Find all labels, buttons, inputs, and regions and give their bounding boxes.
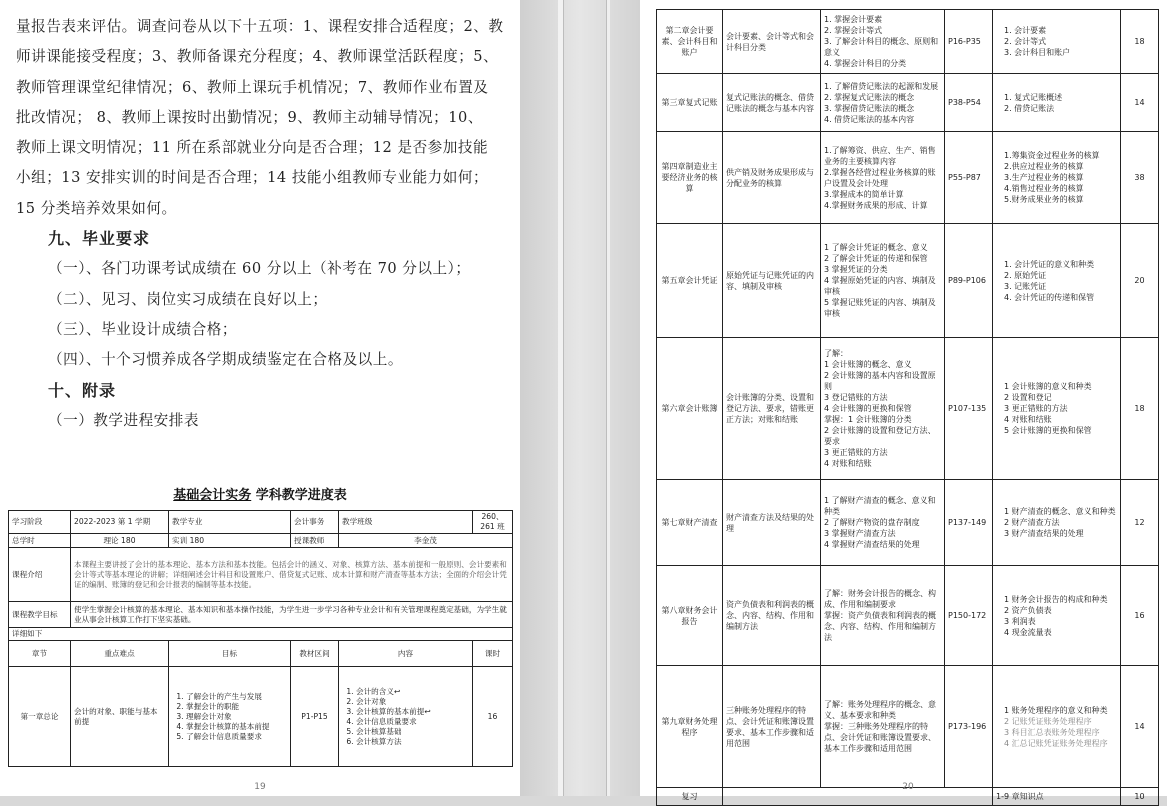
table-cell: 2022-2023 第 1 学期 — [71, 511, 169, 534]
range-cell: P16-P35 — [945, 10, 993, 74]
list-item: 3 掌握凭证的分类 — [824, 265, 888, 274]
table-row — [657, 224, 1159, 338]
table-cell: 教学班级 — [342, 517, 373, 526]
list-item: 5 掌握记账凭证的内容、填制及审核 — [824, 298, 936, 318]
table-cell: 课程介绍 — [9, 548, 71, 602]
list-item: 2. 原始凭证 — [1004, 270, 1047, 280]
list-item: 2. 掌握会计的职能 — [186, 702, 287, 712]
list-item: 3 登记错账的方法 — [824, 393, 888, 402]
table-cell: 总学时 — [9, 534, 71, 548]
page-number: 19 — [254, 782, 266, 792]
list-item: 2 会计账簿的设置和登记方法、要求 — [824, 426, 936, 446]
chapter-cell: 第二章会计要素、会计科目和账户 — [657, 10, 723, 74]
content-list — [996, 594, 1117, 638]
goal-cell — [821, 74, 945, 132]
list-item: 5 会计账簿的更换和保管 — [1004, 426, 1092, 435]
goal-cell — [821, 666, 945, 788]
goal-list — [824, 14, 941, 69]
table-cell: 李金茂 — [339, 534, 513, 548]
list-item: 1 财产清查的概念、意义和种类 — [1004, 507, 1116, 516]
list-item: 4. 借贷记账法的基本内容 — [824, 114, 915, 124]
goal-cell — [821, 10, 945, 74]
graduation-item: （四）、十个习惯养成各学期成绩鉴定在合格及以上。 — [48, 351, 403, 369]
empty-cell — [723, 788, 993, 806]
goal-cell — [821, 338, 945, 480]
list-item: 1.筹集资金过程业务的核算 — [1004, 151, 1100, 160]
table-row — [9, 511, 513, 534]
table-cell: 实训 180 — [169, 534, 291, 548]
hours-cell: 14 — [1121, 74, 1159, 132]
key-cell: 原始凭证与记账凭证的内容、填制及审核 — [723, 224, 821, 338]
paragraph-line: 教师上课文明情况；11 所在系部就业分向是否合理；12 是否参加技能 — [16, 139, 489, 157]
list-item: 4. 掌握会计科目的分类 — [824, 59, 907, 68]
header-cell: 课时 — [473, 641, 513, 667]
document-page-19 — [0, 0, 520, 796]
list-item: 3 掌握财产清查方法 — [824, 529, 896, 538]
table-cell: 授课教师 — [291, 534, 339, 548]
table-row — [657, 480, 1159, 566]
key-cell: 会计的对象、职能与基本前提 — [71, 667, 169, 767]
key-cell: 复式记账法的概念、借贷记账法的概念与基本内容 — [723, 74, 821, 132]
hours-cell: 20 — [1121, 224, 1159, 338]
list-item: 4 掌握财产清查结果的处理 — [824, 540, 920, 549]
paragraph-line: 师讲课能接受程度；3、教师备课充分程度；4、教师课堂活跃程度；5、 — [16, 48, 499, 66]
goal-cell — [821, 132, 945, 224]
table-row — [657, 338, 1159, 480]
course-goal-text: 使学生掌握会计核算的基本理论、基本知识和基本操作技能，为学生进一步学习各种专业会计和有关管理课程奠定基础，为学生就业从事会计核算工作打下坚实基础。 — [71, 602, 513, 628]
content-cell — [993, 132, 1121, 224]
range-cell: P107-135 — [945, 338, 993, 480]
list-item: 3 利润表 — [1004, 616, 1036, 626]
goal-list — [824, 588, 941, 643]
table-row — [657, 566, 1159, 666]
document-page-20 — [640, 0, 1167, 801]
goal-list — [824, 495, 941, 550]
key-cell: 会计账簿的分类、设置和登记方法、要求，错账更正方法；对账和结账 — [723, 338, 821, 480]
chapter-cell: 第六章会计账簿 — [657, 338, 723, 480]
list-item: 1 财务会计报告的构成和种类 — [1004, 594, 1108, 604]
list-item: 4 现金流量表 — [1004, 627, 1052, 637]
course-name: 基础会计实务 — [173, 488, 252, 503]
range-cell: P38-P54 — [945, 74, 993, 132]
section-heading-graduation: 九、毕业要求 — [48, 229, 151, 249]
goal-list — [824, 145, 941, 211]
list-item: 2 了解会计凭证的传递和保管 — [824, 254, 928, 263]
page-number: 20 — [902, 782, 914, 792]
list-item: 2 会计账簿的基本内容和设置原则 — [824, 371, 936, 391]
goal-cell — [821, 480, 945, 566]
chapter-cell: 第八章财务会计报告 — [657, 566, 723, 666]
list-item: 2. 掌握会计等式 — [824, 26, 883, 35]
goal-list — [824, 699, 941, 754]
list-item: 3.掌握成本的简单计算 — [824, 189, 904, 199]
list-item: 1. 会计的含义↩ — [356, 687, 469, 697]
chapter-cell: 第四章制造业主要经济业务的核算 — [657, 132, 723, 224]
range-cell: P89-P106 — [945, 224, 993, 338]
paragraph-line: 小组；13 安排实训的时间是否合理；14 技能小组教师专业能力如何； — [16, 169, 489, 187]
list-item: 了解：账务处理程序的概念、意义、基本要求和种类 — [824, 700, 936, 720]
hours-cell: 38 — [1121, 132, 1159, 224]
range-cell: P150-172 — [945, 566, 993, 666]
list-item: 3. 了解会计科目的概念、原则和意义 — [824, 37, 939, 57]
key-cell: 资产负债表和利润表的概念、内容、结构、作用和编制方法 — [723, 566, 821, 666]
schedule-table-title — [0, 484, 520, 503]
table-row — [657, 666, 1159, 788]
list-item: 3.生产过程业务的核算 — [1004, 173, 1084, 182]
key-cell: 供产销及财务成果形成与分配业务的核算 — [723, 132, 821, 224]
list-item: 3. 记账凭证 — [1004, 281, 1047, 291]
list-item: 4. 掌握会计核算的基本前提 — [186, 722, 287, 732]
chapter-cell: 第七章财产清查 — [657, 480, 723, 566]
header-cell: 教材区间 — [291, 641, 339, 667]
list-item: 4 掌握原始凭证的内容、填制及审核 — [824, 276, 936, 296]
table-cell: 会计事务 — [291, 511, 339, 534]
header-cell: 目标 — [169, 641, 291, 667]
content-list — [996, 259, 1117, 303]
list-item: 3. 会计核算的基本前提↩ — [356, 707, 469, 717]
content-cell: 1-9 章知识点 — [993, 788, 1121, 806]
list-item: 2 了解财产物资的盘存制度 — [824, 518, 920, 527]
chapter-cell: 复习 — [657, 788, 723, 806]
list-item: 4.掌握财务成果的形成、计算 — [824, 200, 928, 210]
page-gutter — [520, 0, 640, 796]
list-item: 1. 会计要素 — [1004, 26, 1047, 35]
content-list — [996, 381, 1117, 436]
list-item: 2. 会计等式 — [1004, 37, 1047, 46]
paragraph-line: 批改情况； 8、教师上课按时出勤情况；9、教师主动辅导情况；10、 — [16, 108, 483, 126]
content-list — [996, 150, 1117, 205]
goal-cell — [821, 566, 945, 666]
header-cell: 章节 — [9, 641, 71, 667]
list-item: 1. 复式记账概述 — [1004, 92, 1063, 102]
list-item: 3 科目汇总表账务处理程序 — [1004, 727, 1100, 737]
list-item: 3 更正错账的方法 — [824, 448, 888, 457]
list-item: 1 账务处理程序的意义和种类 — [1004, 705, 1108, 715]
content-cell — [993, 666, 1121, 788]
content-cell — [993, 224, 1121, 338]
graduation-item: （二）、见习、岗位实习成绩在良好以上； — [48, 290, 328, 308]
list-item: 1. 了解借贷记账法的起源和发展 — [824, 81, 939, 91]
list-item: 2. 掌握复式记账法的概念 — [824, 92, 915, 102]
table-cell: 学习阶段 — [9, 511, 71, 534]
table-row — [657, 74, 1159, 132]
table-row — [657, 132, 1159, 224]
goal-cell — [169, 667, 291, 767]
section-heading-appendix: 十、附录 — [48, 380, 117, 400]
table-cell: 课程教学目标 — [9, 602, 71, 628]
table-cell — [169, 511, 291, 534]
key-cell: 三种账务处理程序的特点、会计凭证和账簿设置要求、基本工作步骤和适用范围 — [723, 666, 821, 788]
list-item: 2. 借贷记账法 — [1004, 103, 1055, 113]
schedule-table-part1 — [8, 510, 513, 767]
appendix-subheading: （一）教学进程安排表 — [48, 411, 199, 429]
list-item: 3. 会计科目和账户 — [1004, 48, 1071, 57]
list-item: 4 汇总记账凭证账务处理程序 — [1004, 738, 1108, 748]
list-item: 1 了解财产清查的概念、意义和种类 — [824, 496, 936, 516]
content-list — [996, 506, 1117, 539]
hours-cell: 16 — [473, 667, 513, 767]
table-cell — [339, 511, 473, 534]
list-item: 3. 掌握借贷记账法的概念 — [824, 103, 915, 113]
paragraph-line: 量报告表来评估。调查问卷从以下十五项：1、课程安排合适程度；2、教 — [16, 18, 504, 35]
list-item: 2 设置和登记 — [1004, 393, 1052, 402]
list-item: 1.了解筹资、供应、生产、销售业务的主要核算内容 — [824, 145, 936, 166]
list-item: 2.掌握各经营过程业务核算的账户设置及会计处理 — [824, 167, 936, 188]
content-cell — [993, 480, 1121, 566]
range-cell: P173-196 — [945, 666, 993, 788]
hours-cell: 14 — [1121, 666, 1159, 788]
list-item: 5.财务成果业务的核算 — [1004, 195, 1084, 204]
chapter-cell: 第一章总论 — [9, 667, 71, 767]
list-item: 掌握：资产负债表和利润表的概念、内容、结构、作用和编制方法 — [824, 611, 936, 642]
paragraph-line: 15 分类培养效果如何。 — [16, 199, 177, 217]
goal-list — [824, 242, 941, 319]
list-item: 4. 会计凭证的传递和保管 — [1004, 292, 1095, 302]
goal-list — [824, 348, 941, 469]
content-list — [996, 705, 1117, 749]
list-item: 了解： — [824, 349, 848, 358]
list-item: 4.销售过程业务的核算 — [1004, 184, 1084, 193]
header-cell: 内容 — [339, 641, 473, 667]
content-list — [996, 92, 1117, 114]
hours-cell: 18 — [1121, 10, 1159, 74]
range-cell: P137-149 — [945, 480, 993, 566]
chapter-cell: 第九章财务处理程序 — [657, 666, 723, 788]
list-item: 了解：财务会计报告的概念、构成、作用和编制要求 — [824, 589, 936, 609]
list-item: 1 了解会计凭证的概念、意义 — [824, 243, 928, 252]
key-cell: 会计要素、会计等式和会计科目分类 — [723, 10, 821, 74]
content-cell — [993, 338, 1121, 480]
list-item: 掌握：三种账务处理程序的特点、会计凭证和账簿设置要求、基本工作步骤和适用范围 — [824, 722, 936, 753]
hours-cell: 18 — [1121, 338, 1159, 480]
list-item: 2 财产清查方法 — [1004, 518, 1060, 527]
content-list — [996, 25, 1117, 58]
list-item: 4 对账和结账 — [824, 459, 872, 468]
table-cell: 理论 180 — [71, 534, 169, 548]
list-item: 4 会计账簿的更换和保管 — [824, 404, 912, 413]
list-item: 1 会计账簿的意义和种类 — [1004, 382, 1092, 391]
schedule-table-part2 — [656, 9, 1159, 806]
list-item: 3 更正错账的方法 — [1004, 404, 1068, 413]
list-item: 1. 了解会计的产生与发展 — [186, 692, 287, 702]
chapter-cell: 第三章复式记账 — [657, 74, 723, 132]
page-edge — [558, 0, 564, 796]
list-item: 2 资产负债表 — [1004, 605, 1052, 615]
range-cell: P55-P87 — [945, 132, 993, 224]
range-cell: P1-P15 — [291, 667, 339, 767]
table-row — [9, 667, 513, 767]
list-item: 5. 会计核算基础 — [356, 727, 469, 737]
table-cell: 教学专业 — [172, 517, 203, 526]
content-cell — [993, 566, 1121, 666]
list-item: 2.供应过程业务的核算 — [1004, 162, 1084, 171]
chapter-cell: 第五章会计凭证 — [657, 224, 723, 338]
graduation-item: （三）、毕业设计成绩合格； — [48, 320, 237, 338]
hours-cell: 10 — [1121, 788, 1159, 806]
goal-list — [824, 81, 941, 125]
list-item: 6. 会计核算方法 — [356, 737, 469, 747]
page19-body — [16, 12, 512, 436]
table-cell: 详细如下 — [9, 628, 513, 641]
list-item: 1. 掌握会计要素 — [824, 15, 883, 24]
list-item: 2. 会计对象 — [356, 697, 469, 707]
list-item: 4 对账和结账 — [1004, 415, 1052, 424]
table-header-row — [9, 641, 513, 667]
page-edge — [606, 0, 610, 796]
list-item: 1 会计账簿的概念、意义 — [824, 360, 912, 369]
hours-cell: 12 — [1121, 480, 1159, 566]
table-row — [9, 602, 513, 628]
content-cell — [993, 74, 1121, 132]
key-cell: 财产清查方法及结果的处理 — [723, 480, 821, 566]
table-row — [9, 534, 513, 548]
content-cell — [993, 10, 1121, 74]
content-cell — [339, 667, 473, 767]
paragraph-line: 教师管理课堂纪律情况；6、教师上课玩手机情况；7、教师作业布置及 — [16, 78, 489, 96]
schedule-table-body — [657, 10, 1159, 806]
table-title-suffix: 学科教学进度表 — [251, 488, 347, 503]
list-item: 2 记账凭证账务处理程序 — [1004, 716, 1092, 726]
list-item: 3. 理解会计对象 — [186, 712, 287, 722]
goal-cell — [821, 224, 945, 338]
header-cell: 重点难点 — [71, 641, 169, 667]
table-cell: 260、261 班 — [473, 511, 513, 534]
list-item: 5. 了解会计信息质量要求 — [186, 732, 287, 742]
list-item: 掌握：1 会计账簿的分类 — [824, 415, 912, 424]
table-row — [9, 548, 513, 602]
course-intro-text: 本课程主要讲授了会计的基本理论、基本方法和基本技能。包括会计的涵义、对象、核算方法、基本前提和一般原则、会计要素和会计等式等基本理论的讲解；详细阐述会计科目和设置账户、借贷复式记账、成本计算和财产清查等基本方法；全面的介绍会计凭证的编制、账簿的登记和会计报表的编制等基本技能。 — [71, 548, 513, 602]
hours-cell: 16 — [1121, 566, 1159, 666]
table-row — [657, 10, 1159, 74]
table-row — [9, 628, 513, 641]
list-item: 4. 会计信息质量要求 — [356, 717, 469, 727]
graduation-item: （一）、各门功课考试成绩在 60 分以上（补考在 70 分以上）； — [48, 260, 471, 278]
list-item: 3 财产清查结果的处理 — [1004, 529, 1084, 538]
list-item: 1. 会计凭证的意义和种类 — [1004, 259, 1095, 269]
